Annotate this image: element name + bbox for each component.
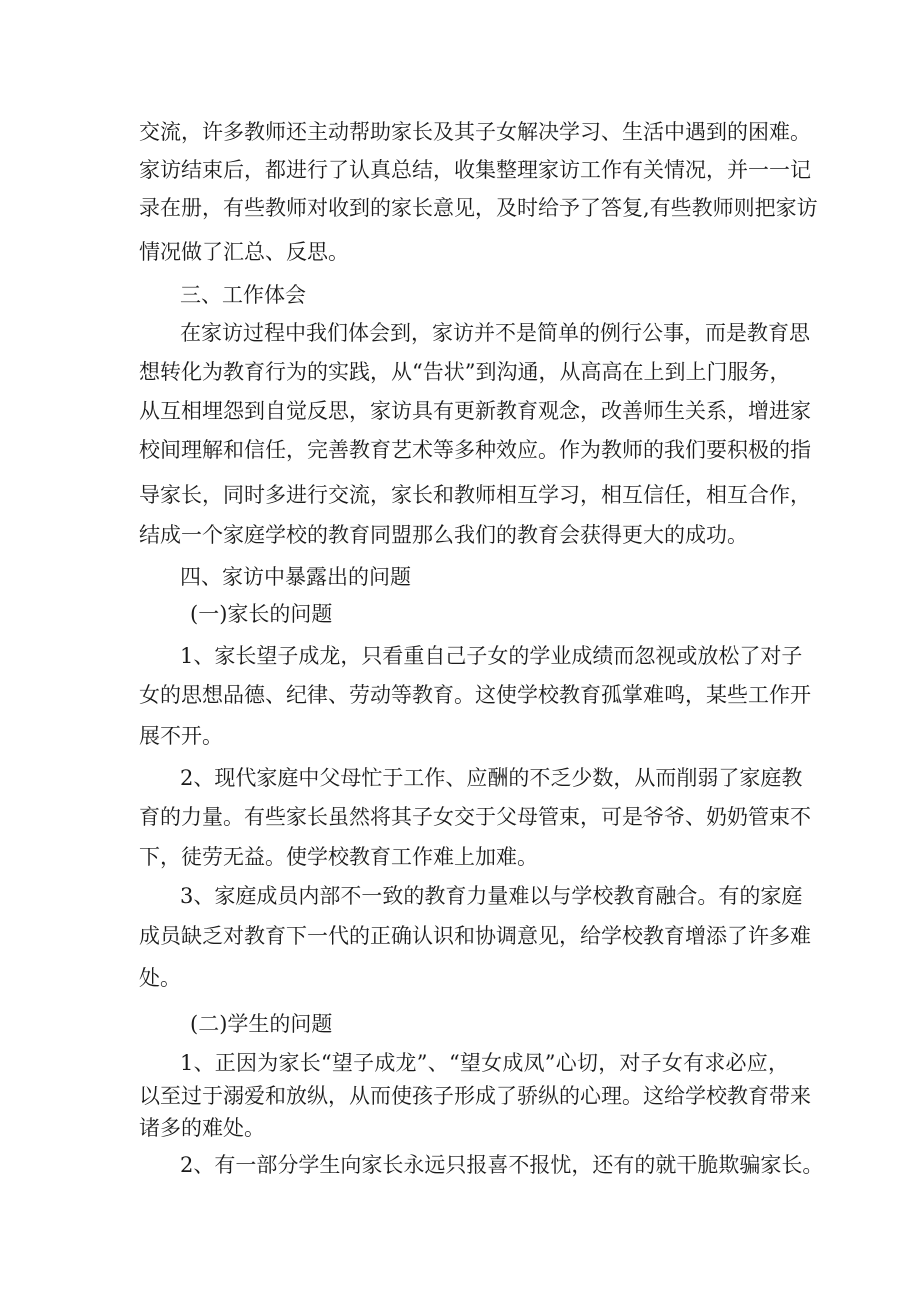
paragraph-line: 想转化为教育行为的实践，从“告状”到沟通，从高高在上到上门服务， — [139, 360, 791, 384]
paragraph-line: 情况做了汇总、反思。 — [139, 240, 349, 264]
section-heading: 四、家访中暴露出的问题 — [180, 565, 411, 589]
paragraph-line: 在家访过程中我们体会到，家访并不是简单的例行公事，而是教育思 — [180, 321, 810, 345]
paragraph-line: 家访结束后，都进行了认真总结，收集整理家访工作有关情况，并一一记 — [139, 158, 811, 182]
paragraph-line: 下，徒劳无益。使学校教育工作难上加难。 — [139, 845, 538, 869]
paragraph-line: 交流，许多教师还主动帮助家长及其子女解决学习、生活中遇到的困难。 — [139, 120, 811, 144]
paragraph-line: 成员缺乏对教育下一代的正确认识和协调意见，给学校教育增添了许多难 — [139, 924, 811, 948]
paragraph-line: 女的思想品德、纪律、劳动等教育。这使学校教育孤掌难鸣，某些工作开 — [139, 683, 811, 707]
paragraph-line: 从互相埋怨到自觉反思，家访具有更新教育观念，改善师生关系，增进家 — [139, 399, 811, 423]
section-heading: 三、工作体会 — [180, 283, 306, 307]
paragraph-line: 2、现代家庭中父母忙于工作、应酬的不乏少数，从而削弱了家庭教 — [180, 766, 803, 790]
paragraph-line: 展不开。 — [139, 724, 223, 748]
paragraph-line: 3、家庭成员内部不一致的教育力量难以与学校教育融合。有的家庭 — [180, 884, 803, 908]
paragraph-line: 结成一个家庭学校的教育同盟那么我们的教育会获得更大的成功。 — [139, 523, 748, 547]
paragraph-line: 1、家长望子成龙，只看重自己子女的学业成绩而忽视或放松了对子 — [180, 644, 803, 668]
paragraph-line: 2、有一部分学生向家长永远只报喜不报忧，还有的就干脆欺骗家长。 — [180, 1153, 824, 1177]
paragraph-line: 诸多的难处。 — [139, 1116, 265, 1140]
subsection-heading: (二)学生的问题 — [190, 1012, 333, 1036]
paragraph-line: 处。 — [139, 966, 181, 990]
paragraph-line: 校间理解和信任，完善教育艺术等多种效应。作为教师的我们要积极的指 — [139, 438, 811, 462]
paragraph-line: 1、正因为家长“望子成龙”、“望女成凤”心切，对子女有求必应， — [180, 1051, 789, 1075]
paragraph-line: 录在册，有些教师对收到的家长意见，及时给予了答复,有些教师则把家访 — [139, 196, 818, 220]
subsection-heading: (一)家长的问题 — [190, 602, 333, 626]
paragraph-line: 育的力量。有些家长虽然将其子女交于父母管束，可是爷爷、奶奶管束不 — [139, 805, 811, 829]
paragraph-line: 导家长，同时多进行交流，家长和教师相互学习，相互信任，相互合作， — [139, 483, 811, 507]
paragraph-line: 以至过于溺爱和放纵，从而使孩子形成了骄纵的心理。这给学校教育带来 — [139, 1084, 811, 1108]
